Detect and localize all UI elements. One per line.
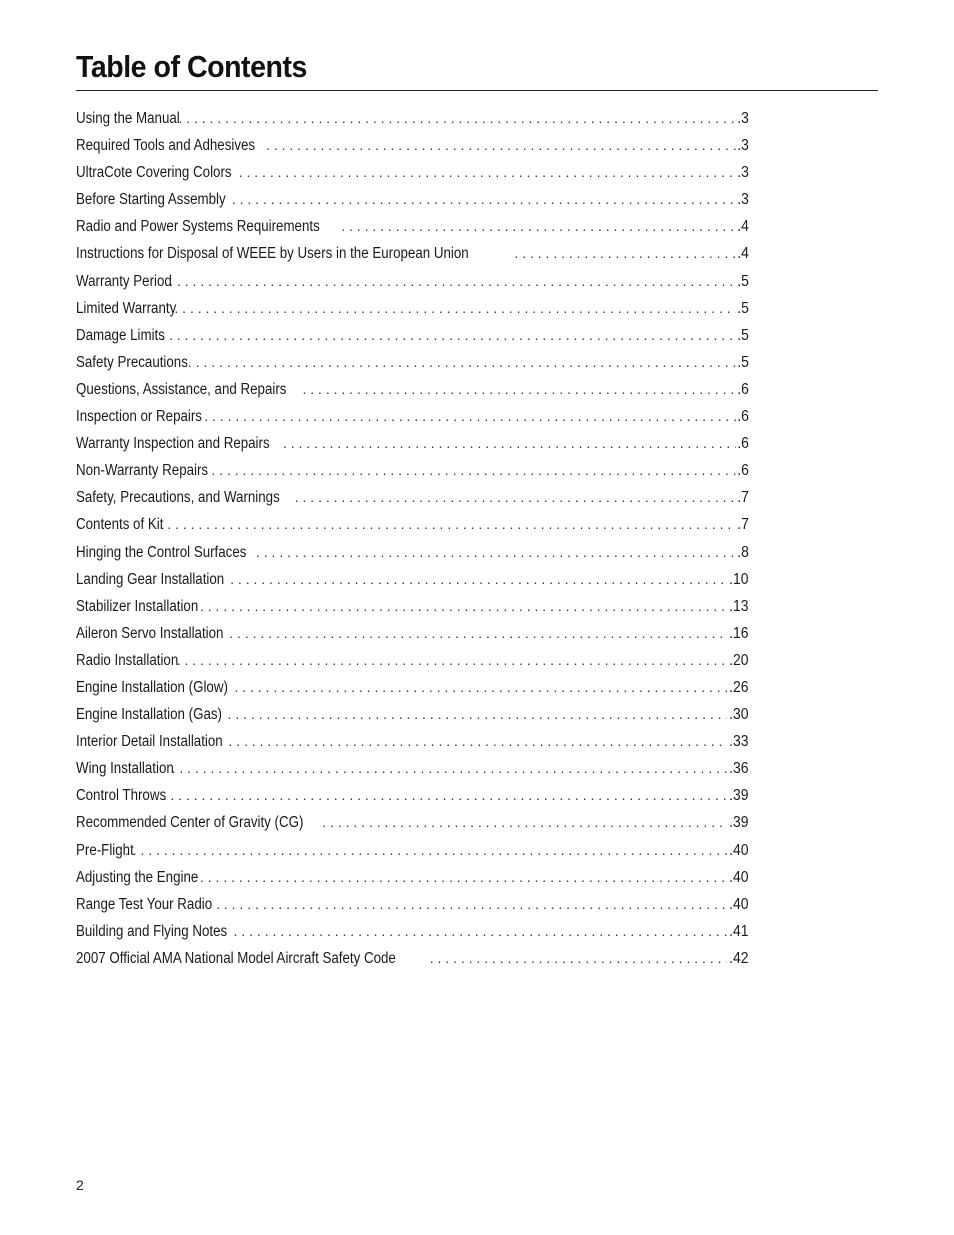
toc-entry[interactable]: [76, 593, 749, 620]
toc-entry-page: .26: [729, 678, 749, 696]
toc-dot-leader: [227, 620, 727, 647]
toc-entry-title: Aileron Servo Installation: [76, 624, 224, 642]
toc-entry-page: .5: [737, 299, 749, 317]
toc-entry-title: Stabilizer Installation: [76, 597, 199, 615]
toc-entry[interactable]: [76, 186, 749, 213]
toc-entry-title: Warranty Period: [76, 272, 172, 290]
toc-entry-title: Control Throws: [76, 787, 167, 805]
toc-entry[interactable]: [76, 891, 749, 918]
toc-entry-title: Questions, Assistance, and Repairs: [76, 380, 287, 398]
toc-entry-title: Adjusting the Engine: [76, 868, 199, 886]
toc-dot-leader: [172, 295, 736, 322]
toc-entry-title: Before Starting Assembly: [76, 191, 226, 209]
toc-entry-title: Pre-Flight: [76, 841, 134, 859]
toc-entry[interactable]: [76, 213, 749, 240]
page-number: 2: [76, 1177, 84, 1193]
toc-entry[interactable]: [76, 403, 749, 430]
toc-entry-title: Engine Installation (Glow): [76, 678, 228, 696]
toc-dot-leader: [198, 593, 727, 620]
toc-entry-title: 2007 Official AMA National Model Aircraft Safety Code: [76, 949, 396, 967]
toc-entry[interactable]: [76, 782, 749, 809]
toc-entry[interactable]: [76, 511, 749, 538]
toc-dot-leader: [230, 186, 736, 213]
toc-entry-title: Warranty Inspection and Repairs: [76, 435, 270, 453]
toc-dot-leader: [175, 647, 728, 674]
toc-entry-title: Engine Installation (Gas): [76, 706, 222, 724]
toc-dot-leader: [170, 755, 728, 782]
toc-entry-page: .3: [737, 110, 749, 127]
toc-entry[interactable]: [76, 918, 749, 945]
toc-dot-leader: [214, 891, 727, 918]
toc-entry[interactable]: [76, 701, 749, 728]
toc-entry-page: .39: [729, 787, 749, 805]
toc-entry-page: .4: [737, 218, 749, 236]
toc-entry-page: .3: [737, 164, 749, 182]
toc-entry-page: .10: [729, 570, 749, 588]
toc-entry-page: .16: [729, 624, 749, 642]
toc-entry-page: .20: [729, 651, 749, 669]
toc-dot-leader: [512, 240, 736, 267]
toc-entry[interactable]: [76, 809, 749, 836]
toc-entry-page: .5: [737, 272, 749, 290]
toc-dot-leader: [226, 728, 727, 755]
toc-entry-title: Damage Limits: [76, 326, 165, 344]
toc-entry-page: .40: [729, 868, 749, 886]
toc-entry-title: Required Tools and Adhesives: [76, 137, 256, 155]
toc-entry-page: .3: [737, 137, 749, 155]
toc-entry-page: .40: [729, 841, 749, 859]
toc-entry[interactable]: [76, 755, 749, 782]
toc-entry-page: .42: [729, 949, 749, 967]
toc-entry[interactable]: [76, 674, 749, 701]
toc-dot-leader: [254, 539, 736, 566]
toc-entry-page: .39: [729, 814, 749, 832]
toc-entry-page: .6: [737, 462, 749, 480]
title-divider: [76, 90, 878, 91]
toc-entry-title: Hinging the Control Surfaces: [76, 543, 247, 561]
toc-entry-page: .40: [729, 895, 749, 913]
toc-dot-leader: [159, 322, 736, 349]
toc-entry-page: .5: [737, 326, 749, 344]
toc-dot-leader: [232, 918, 728, 945]
toc-entry[interactable]: [76, 295, 749, 322]
toc-dot-leader: [339, 213, 736, 240]
toc-dot-leader: [232, 674, 727, 701]
toc-dot-leader: [176, 105, 736, 132]
toc-entry-title: Inspection or Repairs: [76, 408, 202, 426]
toc-entry-page: .13: [729, 597, 749, 615]
toc-entry-title: Recommended Center of Gravity (CG): [76, 814, 304, 832]
toc-entry[interactable]: [76, 864, 749, 891]
toc-entry-title: Landing Gear Installation: [76, 570, 225, 588]
toc-entry-title: UltraCote Covering Colors: [76, 164, 232, 182]
toc-entry-title: Safety, Precautions, and Warnings: [76, 489, 280, 507]
toc-entry[interactable]: [76, 837, 749, 864]
toc-entry-page: .6: [737, 380, 749, 398]
toc-entry-title: Interior Detail Installation: [76, 733, 223, 751]
toc-dot-leader: [186, 349, 736, 376]
toc-entry[interactable]: [76, 945, 749, 972]
toc-entry-page: .8: [737, 543, 749, 561]
toc-entry-page: .33: [729, 733, 749, 751]
toc-entry-title: Limited Warranty: [76, 299, 177, 317]
toc-dot-leader: [301, 376, 737, 403]
toc-dot-leader: [226, 701, 728, 728]
toc-entry-page: .36: [729, 760, 749, 778]
toc-dot-leader: [428, 945, 728, 972]
toc-dot-leader: [237, 159, 736, 186]
toc-dot-leader: [157, 511, 736, 538]
toc-entry-title: Contents of Kit: [76, 516, 164, 534]
toc-entry[interactable]: [76, 240, 749, 267]
toc-entry[interactable]: [76, 132, 749, 159]
toc-entry-page: .3: [737, 191, 749, 209]
toc-entry-page: .30: [729, 706, 749, 724]
toc-entry[interactable]: [76, 430, 749, 457]
toc-dot-leader: [161, 782, 728, 809]
toc-entry-page: .6: [737, 435, 749, 453]
toc-entry[interactable]: [76, 484, 749, 511]
toc-dot-leader: [202, 403, 736, 430]
toc-dot-leader: [167, 268, 736, 295]
toc-entry-title: Building and Flying Notes: [76, 922, 228, 940]
toc-entry-page: .7: [737, 516, 749, 534]
toc-dot-leader: [293, 484, 736, 511]
toc-entry[interactable]: [76, 376, 749, 403]
toc-entry-title: Radio Installation: [76, 651, 179, 669]
toc-entry-page: .41: [729, 922, 749, 940]
toc-entry-title: Non-Warranty Repairs: [76, 462, 209, 480]
toc-entry[interactable]: [76, 159, 749, 186]
toc-entry[interactable]: [76, 349, 749, 376]
toc-dot-leader: [228, 566, 727, 593]
toc-entry[interactable]: [76, 322, 749, 349]
toc-dot-leader: [281, 430, 736, 457]
toc-entry-title: Using the Manual: [76, 110, 180, 127]
toc-dot-leader: [264, 132, 736, 159]
page-title: Table of Contents: [76, 49, 307, 84]
toc-entry[interactable]: [76, 728, 749, 755]
toc-entry[interactable]: [76, 457, 749, 484]
toc-entry-page: .6: [737, 408, 749, 426]
toc-entry-page: .7: [737, 489, 749, 507]
toc-entry-page: .4: [737, 245, 749, 263]
toc-entry-page: .5: [737, 353, 749, 371]
toc-entry-title: Radio and Power Systems Requirements: [76, 218, 320, 236]
toc-entry[interactable]: [76, 566, 749, 593]
toc-entry-title: Range Test Your Radio: [76, 895, 213, 913]
toc-entry[interactable]: [76, 620, 749, 647]
toc-entry[interactable]: [76, 268, 749, 295]
toc-entry[interactable]: [76, 647, 749, 674]
toc-entry[interactable]: [76, 105, 749, 132]
toc-dot-leader: [209, 457, 736, 484]
toc-dot-leader: [198, 864, 727, 891]
table-of-contents: [76, 105, 749, 972]
toc-entry-title: Wing Installation: [76, 760, 174, 778]
toc-entry-title: Safety Precautions: [76, 353, 188, 371]
toc-dot-leader: [123, 837, 727, 864]
toc-entry-title: Instructions for Disposal of WEEE by Users in the European Union: [76, 245, 469, 263]
toc-entry[interactable]: [76, 539, 749, 566]
toc-dot-leader: [320, 809, 727, 836]
